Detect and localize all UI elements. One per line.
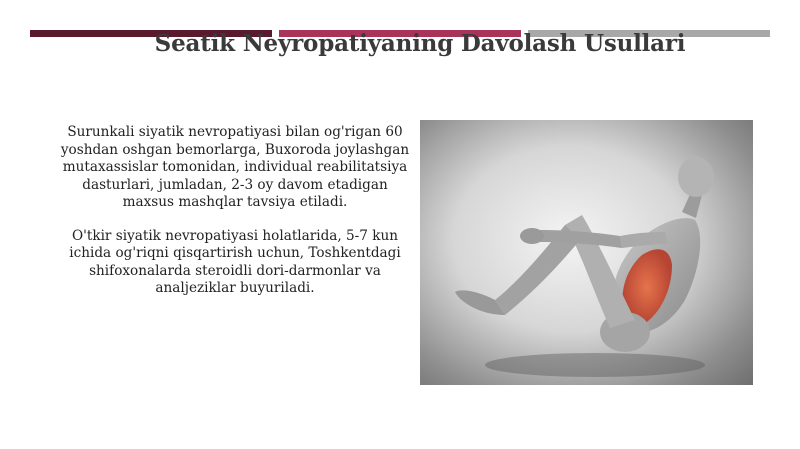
anatomy-figure-icon bbox=[420, 120, 753, 385]
paragraph-acute: O'tkir siyatik nevropatiyasi holatlarida, 5-7 kun ichida og'riqni qisqartirish uchun, Toshkentdagi shifoxonalarda steroidli dori-darmonlar va analjeziklar buyuriladi. bbox=[69, 227, 401, 296]
paragraph-chronic: Surunkali siyatik nevropatiyasi bilan og'rigan 60 yoshdan oshgan bemorlarga, Buxoroda joylashgan mutaxassislar tomonidan, individual reabilitatsiya dasturlari, jumladan, 2-3 oy davom etadigan maxsus mashqlar tavsiya etiladi. bbox=[60, 124, 410, 210]
anatomy-figure-image bbox=[420, 120, 753, 385]
slide-title: Seatik Neyropatiyaning Davolash Usullari bbox=[154, 30, 686, 57]
slide-body bbox=[58, 124, 412, 298]
